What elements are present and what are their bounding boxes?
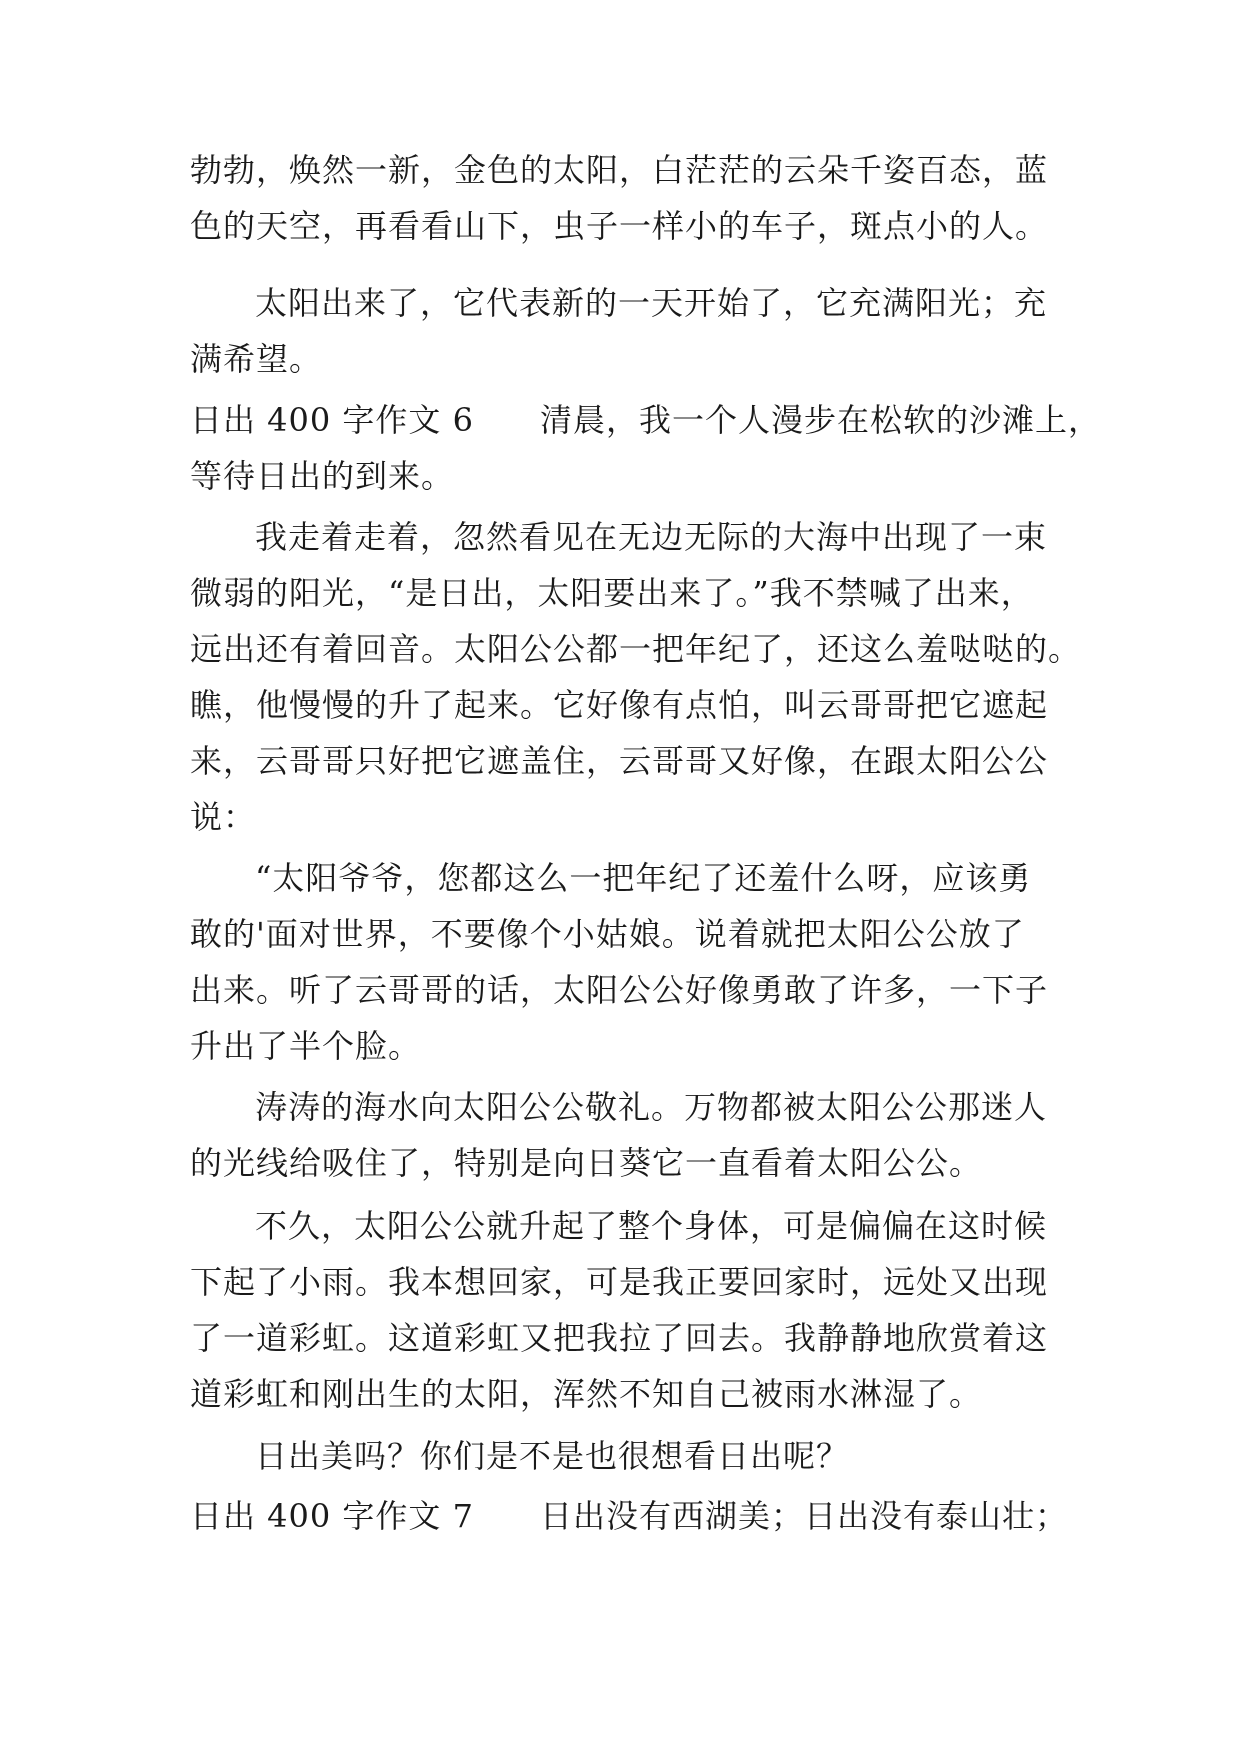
text-line: 升出了半个脸。 (190, 1027, 422, 1065)
text-line: 出来。听了云哥哥的话，太阳公公好像勇敢了许多，一下子 (190, 971, 1049, 1009)
text-line: 微弱的阳光，“是日出，太阳要出来了。”我不禁喊了出来， (190, 574, 1034, 612)
text-line: 日出美吗？你们是不是也很想看日出呢？ (255, 1437, 850, 1475)
text-line: “太阳爷爷，您都这么一把年纪了还羞什么呀，应该勇 (255, 859, 1032, 897)
text-line: 说： (190, 798, 257, 836)
text-line: 等待日出的到来。 (190, 457, 455, 495)
text-line: 远出还有着回音。太阳公公都一把年纪了，还这么羞哒哒的。 (190, 630, 1082, 668)
text-line: 敢的'面对世界，不要像个小姑娘。说着就把太阳公公放了 (190, 915, 1025, 953)
text-line: 来，云哥哥只好把它遮盖住，云哥哥又好像，在跟太阳公公 (190, 742, 1049, 780)
text-line: 勃勃，焕然一新，金色的太阳，白茫茫的云朵千姿百态，蓝 (190, 151, 1049, 189)
text-line: 色的天空，再看看山下，虫子一样小的车子，斑点小的人。 (190, 207, 1049, 245)
text-line: 瞧，他慢慢的升了起来。它好像有点怕，叫云哥哥把它遮起 (190, 686, 1049, 724)
text-line: 不久，太阳公公就升起了整个身体，可是偏偏在这时候 (255, 1207, 1048, 1245)
text-line: 了一道彩虹。这道彩虹又把我拉了回去。我静静地欣赏着这 (190, 1319, 1049, 1357)
section-heading-line: 日出 400 字作文 6 清晨，我一个人漫步在松软的沙滩上， (190, 401, 1101, 439)
text-line: 我走着走着，忽然看见在无边无际的大海中出现了一束 (255, 518, 1048, 556)
text-line: 下起了小雨。我本想回家，可是我正要回家时，远处又出现 (190, 1263, 1049, 1301)
text-line: 太阳出来了，它代表新的一天开始了，它充满阳光；充 (255, 284, 1048, 322)
text-line: 道彩虹和刚出生的太阳，浑然不知自己被雨水淋湿了。 (190, 1375, 983, 1413)
section-heading-line: 日出 400 字作文 7 日出没有西湖美；日出没有泰山壮； (190, 1497, 1068, 1535)
text-line: 满希望。 (190, 340, 323, 378)
text-line: 涛涛的海水向太阳公公敬礼。万物都被太阳公公那迷人 (255, 1088, 1048, 1126)
text-line: 的光线给吸住了，特别是向日葵它一直看着太阳公公。 (190, 1144, 983, 1182)
